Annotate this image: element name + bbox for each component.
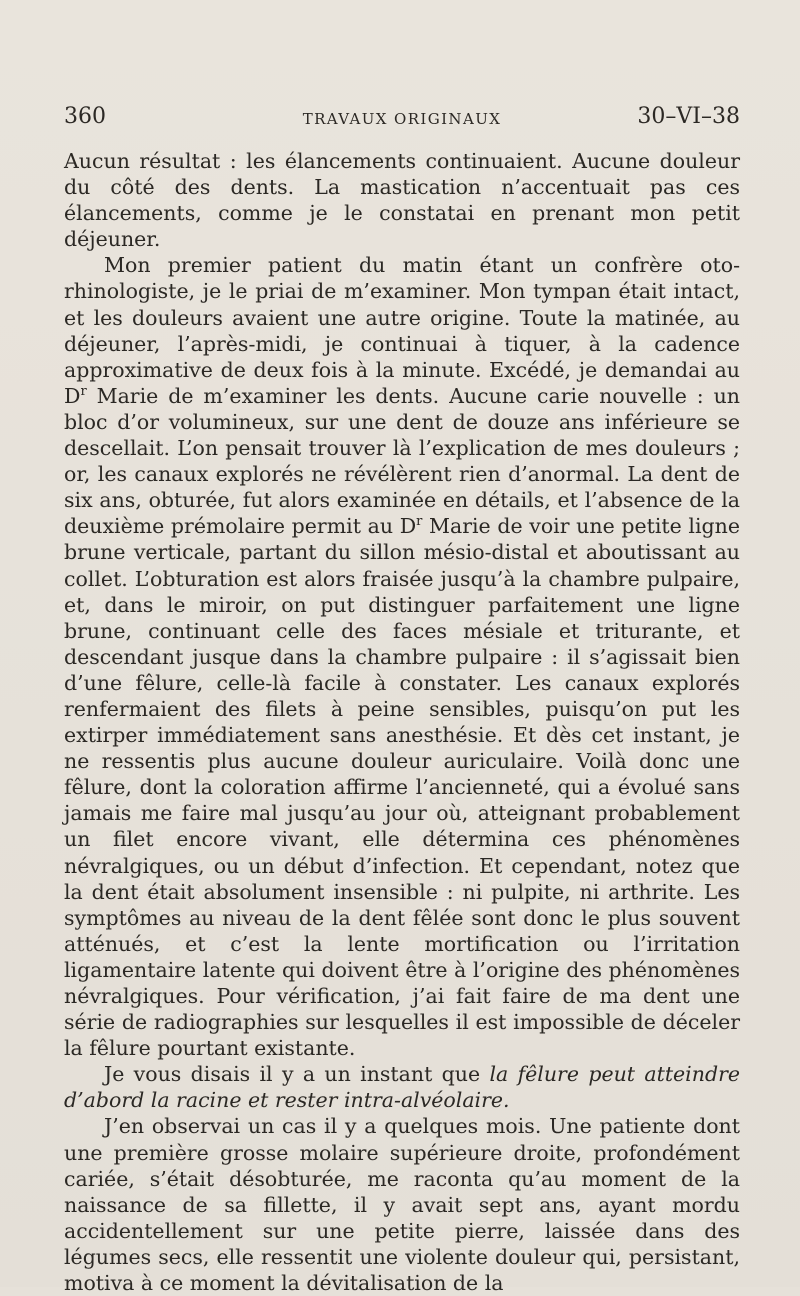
paragraph-1: Aucun résultat : les élancements continuaient. Aucune douleur du côté des dents. La mastication n’accentuait pas ces élancements, comme je le constatai en prenant mon petit déjeuner.: [64, 149, 740, 252]
italic-quote: la fêlure peut atteindre d’abord la racine et rester intra-alvéolaire.: [64, 1062, 740, 1113]
page-number: 360: [64, 104, 106, 129]
page-body: [64, 148, 740, 1296]
superscript-r: r: [80, 384, 87, 400]
issue-date: 30–VI–38: [637, 104, 740, 129]
paragraph-2: Mon premier patient du matin étant un confrère oto-rhinologiste, je le priai de m’examiner. Mon tympan était intact, et les douleurs avaient une autre origine. Toute la matinée, au déjeuner, l’après-midi, je continuai à tiquer, à la cadence approximative de deux fois à la minute. Excédé, je demandai au $D^r$ Marie de m’examiner les dents. Aucune carie nouvelle : un bloc d’or volumineux, sur une dent de douze ans inférieure se descellait. L’on pensait trouver là l’explication de mes douleurs ; or, les canaux explorés ne révélèrent rien d’anormal. La dent de six ans, obturée, fut alors examinée en détails, et l’absence de la deuxième prémolaire permit au $D^r$ Marie de voir une petite ligne brune verticale, partant du sillon mésio-distal et aboutissant au collet. L’obturation est alors fraisée jusqu’à la chambre pulpaire, et, dans le miroir, on put distinguer parfaitement une ligne brune, continuant celle des faces mésiale et triturante, et descendant jusque dans la chambre pulpaire : il s’agissait bien d’une fêlure, celle-là facile à constater. Les canaux explorés renfermaient des filets à peine sensibles, puisqu’on put les extirper immédiatement sans anesthésie. Et dès cet instant, je ne ressentis plus aucune douleur auriculaire. Voilà donc une fêlure, dont la coloration affirme l’ancienneté, qui a évolué sans jamais me faire mal jusqu’au jour où, atteignant probablement un filet encore vivant, elle détermina ces phénomènes névralgiques, ou un début d’infection. Et cependant, notez que la dent était absolument insensible : ni pulpite, ni arthrite. Les symptômes au niveau de la dent fêlée sont donc le plus souvent atténués, et c’est la lente mortification ou l’irritation ligamentaire latente qui doivent être à l’origine des phénomènes névralgiques. Pour vérification, j’ai fait faire de ma dent une série de radiographies sur lesquelles il est impossible de déceler la fêlure pourtant existante.: [64, 253, 740, 1061]
paragraph-4: J’en observai un cas il y a quelques mois. Une patiente dont une première grosse molaire supérieure droite, profondément cariée, s’était désobturée, me raconta qu’au moment de la naissance de sa fillette, il y avait sept ans, ayant mordu accidentellement sur une petite pierre, laissée dans des légumes secs, elle ressentit une violente douleur qui, persistant, motiva à ce moment la dévitalisation de la: [64, 1114, 740, 1296]
page-header: [64, 104, 740, 134]
superscript-r: r: [416, 514, 423, 530]
paragraph-3: Je vous disais il y a un instant que la fêlure peut atteindre d’abord la racine et rester intra-alvéolaire.: [64, 1062, 740, 1113]
running-title: TRAVAUX ORIGINAUX: [302, 110, 502, 128]
